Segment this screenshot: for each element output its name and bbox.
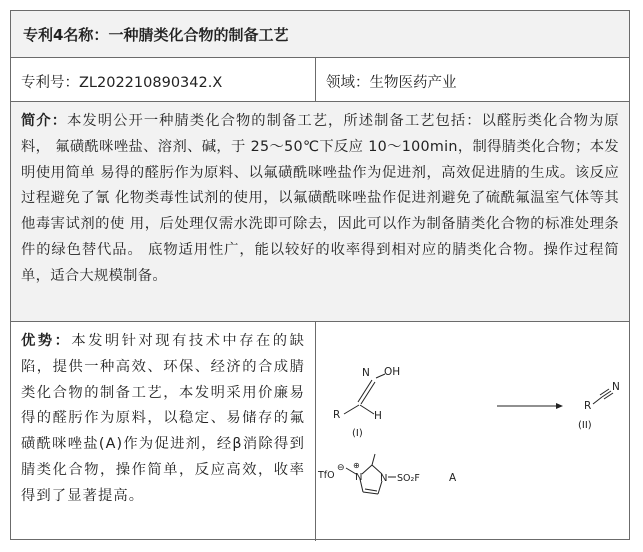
meta-row xyxy=(11,58,629,102)
advantage-paragraph xyxy=(21,329,305,510)
advantage-cell xyxy=(11,322,316,541)
patent-card xyxy=(10,10,630,540)
intro-row xyxy=(11,102,629,322)
oxime-r: R xyxy=(333,409,341,421)
scheme-cell xyxy=(316,322,629,541)
nitrile-structure xyxy=(593,389,613,404)
counterion-charge: ⊖ xyxy=(337,463,345,473)
oxime-h: H xyxy=(374,410,382,422)
cation-charge: ⊕ xyxy=(353,461,360,470)
nitrile-n: N xyxy=(612,381,620,393)
intro-label: 简介： xyxy=(21,113,68,129)
oxime-n: N xyxy=(362,367,370,379)
oxime-oh: OH xyxy=(384,366,401,378)
counterion: TfO xyxy=(318,470,335,481)
imidazolium-ring xyxy=(346,454,396,494)
field-cell xyxy=(316,58,629,101)
ring-n1: N xyxy=(355,472,363,483)
label-compound-2: (II) xyxy=(578,420,592,431)
sulfonyl-fluoride: SO₂F xyxy=(397,473,420,484)
ring-n2: N xyxy=(380,473,388,484)
title-row xyxy=(11,11,629,58)
advantage-row xyxy=(11,322,629,541)
oxime-structure xyxy=(344,374,385,414)
advantage-text: 本发明针对现有技术中存在的缺陷，提供一种高效、环保、经济的合成腈类化合物的制备工艺，本发明采用价廉易得的醛肟作为原料，以稳定、易储存的氟磺酰咪唑盐(A)作为促进剂，经β消除得到腈类化合物，操作简单，反应高效，收率得到了显著提高。 xyxy=(21,333,305,504)
intro-text: 本发明公开一种腈类化合物的制备工艺，所述制备工艺包括：以醛肟类化合物为原料， 氟磺酰咪唑盐、溶剂、碱，于 25～50℃下反应 10～100min，制得腈类化合物；本发明使用简单 易得的醛肟作为原料、以氟磺酰咪唑盐作为促进剂，高效促进腈的生成。该反应过程避免了氰 化物类毒性试剂的使用，以氟磺酰咪唑盐作促进剂避免了硫酰氟温室气体等其他毒害试剂的使 用，后处理仅需水洗即可除去，因此可以作为制备腈类化合物的标准处理条件的绿色替代品。 底物适用性广，能以较好的收率得到相对应的腈类化合物。操作过程简单，适合大规模制备。 xyxy=(21,113,619,284)
label-compound-1: (I) xyxy=(352,428,363,439)
nitrile-r: R xyxy=(584,400,592,412)
patent-number: 专利号：ZL202210890342.X xyxy=(21,75,223,91)
patent-field: 领域：生物医药产业 xyxy=(326,75,457,91)
patent-title: 专利4名称：一种腈类化合物的制备工艺 xyxy=(23,26,289,44)
advantage-label: 优势： xyxy=(21,333,72,349)
patent-number-cell xyxy=(11,58,316,101)
reaction-arrow xyxy=(497,403,563,409)
intro-paragraph xyxy=(21,109,619,290)
reagent-label: A xyxy=(449,472,457,484)
reaction-scheme xyxy=(316,322,629,541)
